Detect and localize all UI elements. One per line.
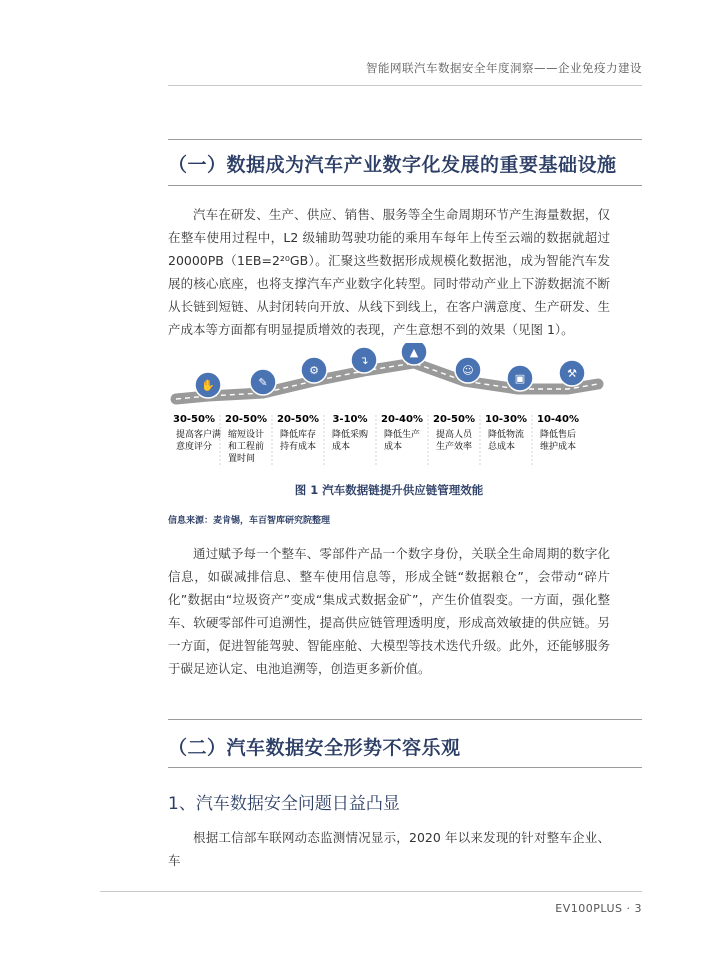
svg-text:☺: ☺ xyxy=(462,364,474,377)
improvement-label: 成本 xyxy=(384,442,403,452)
section1-top-rule xyxy=(168,139,642,140)
truck-icon xyxy=(507,365,533,391)
improvement-label: 和工程前 xyxy=(228,442,265,452)
section2-title: （二）汽车数据安全形势不容乐观 xyxy=(168,737,461,759)
section2-paragraph xyxy=(168,826,610,872)
improvement-label: 降低物流 xyxy=(488,430,525,440)
improvement-label: 总成本 xyxy=(488,442,516,452)
figure-item xyxy=(220,369,276,465)
improvement-percent: 10-40% xyxy=(536,414,580,425)
improvement-percent: 3-10% xyxy=(332,414,368,425)
improvement-percent: 30-50% xyxy=(172,414,216,425)
section1-title: （一）数据成为汽车产业数字化发展的重要基础设施 xyxy=(168,154,617,176)
paragraph-text: 通过赋予每一个整车、零部件产品一个数字身份，关联全生命周期的数字化信息，如碳减排信息、整车使用信息等，形成全链“数据粮仓”，会带动“碎片化”数据由“垃圾资产”变成“集成式数据金矿”，产生价值裂变。一方面，强化整车、软硬零部件可追溯性，提高供应链管理透明度，形成高效敏捷的供应链。另一方面，促进智能驾驶、智能座舱、大模型等技术迭代升级。此外，还能够服务于碳足迹认定、电池追溯等，创造更多新价值。 xyxy=(168,546,610,676)
svg-text:⚒: ⚒ xyxy=(567,367,577,380)
section1-bottom-rule xyxy=(168,185,642,186)
improvement-label: 意度评分 xyxy=(176,442,213,452)
improvement-percent: 20-50% xyxy=(224,414,268,425)
section2-bottom-rule xyxy=(168,767,642,768)
gear-icon xyxy=(301,357,327,383)
improvement-label: 降低生产 xyxy=(384,430,421,440)
improvement-label: 持有成本 xyxy=(280,442,317,452)
procurement-icon xyxy=(351,347,377,373)
page-footer: EV100PLUS · 3 xyxy=(555,902,642,915)
section2-subtitle: 1、汽车数据安全问题日益凸显 xyxy=(168,794,400,814)
improvement-label: 提高客户满 xyxy=(176,430,222,440)
worker-icon xyxy=(455,357,481,383)
improvement-label: 提高人员 xyxy=(436,430,473,440)
improvement-label: 置时间 xyxy=(228,454,256,464)
improvement-percent: 20-50% xyxy=(276,414,320,425)
figure-source: 信息来源：麦肯锡，车百智库研究院整理 xyxy=(168,516,331,526)
svg-text:✋: ✋ xyxy=(201,379,215,392)
svg-text:⚙: ⚙ xyxy=(309,364,319,377)
factory-icon xyxy=(401,343,427,365)
improvement-percent: 20-40% xyxy=(380,414,424,425)
improvement-percent: 10-30% xyxy=(484,414,528,425)
footer-divider xyxy=(100,891,642,892)
running-header: 智能网联汽车数据安全年度洞察——企业免疫力建设 xyxy=(366,61,642,75)
figure-item xyxy=(532,360,585,465)
after-sales-icon xyxy=(559,360,585,386)
section1-paragraph-1 xyxy=(168,203,610,341)
improvement-label: 降低采购 xyxy=(332,430,369,440)
improvement-label: 降低库存 xyxy=(280,430,317,440)
svg-text:↴: ↴ xyxy=(359,354,369,367)
improvement-label: 缩短设计 xyxy=(228,430,265,440)
paragraph-text: 根据工信部车联网动态监测情况显示，2020 年以来发现的针对整车企业、车 xyxy=(168,830,610,868)
improvement-label: 维护成本 xyxy=(540,442,577,452)
section1-paragraph-2 xyxy=(168,542,610,680)
supply-chain-figure xyxy=(168,343,610,475)
figure-caption: 图 1 汽车数据链提升供应链管理效能 xyxy=(294,483,484,497)
header-divider xyxy=(168,85,642,86)
figure-item xyxy=(324,347,377,465)
improvement-label: 成本 xyxy=(332,442,351,452)
paragraph-text: 汽车在研发、生产、供应、销售、服务等全生命周期环节产生海量数据，仅在整车使用过程中，L2 级辅助驾驶功能的乘用车每年上传至云端的数据就超过 20000PB（1EB=2²⁰GB）。汇聚这些数据形成规模化数据池，成为智能汽车发展的核心底座，也将支撑汽车产业数字化转型。同时带动产业上下游数据流不断从长链到短链、从封闭转向开放、从线下到线上，在客户满意度、生产研发、生产成本等方面都有明显提质增效的表现，产生意想不到的效果（见图 1）。 xyxy=(168,207,610,337)
svg-text:▣: ▣ xyxy=(514,372,526,385)
improvement-percent: 20-50% xyxy=(432,414,476,425)
improvement-label: 生产效率 xyxy=(436,442,473,452)
design-tools-icon xyxy=(250,369,276,395)
svg-text:✎: ✎ xyxy=(258,376,268,389)
svg-text:▲: ▲ xyxy=(409,346,419,359)
section2-top-rule xyxy=(168,719,642,720)
figure-item xyxy=(173,372,221,452)
figure-item xyxy=(272,357,327,465)
improvement-label: 降低售后 xyxy=(540,430,577,440)
thumbs-up-icon xyxy=(195,372,221,398)
